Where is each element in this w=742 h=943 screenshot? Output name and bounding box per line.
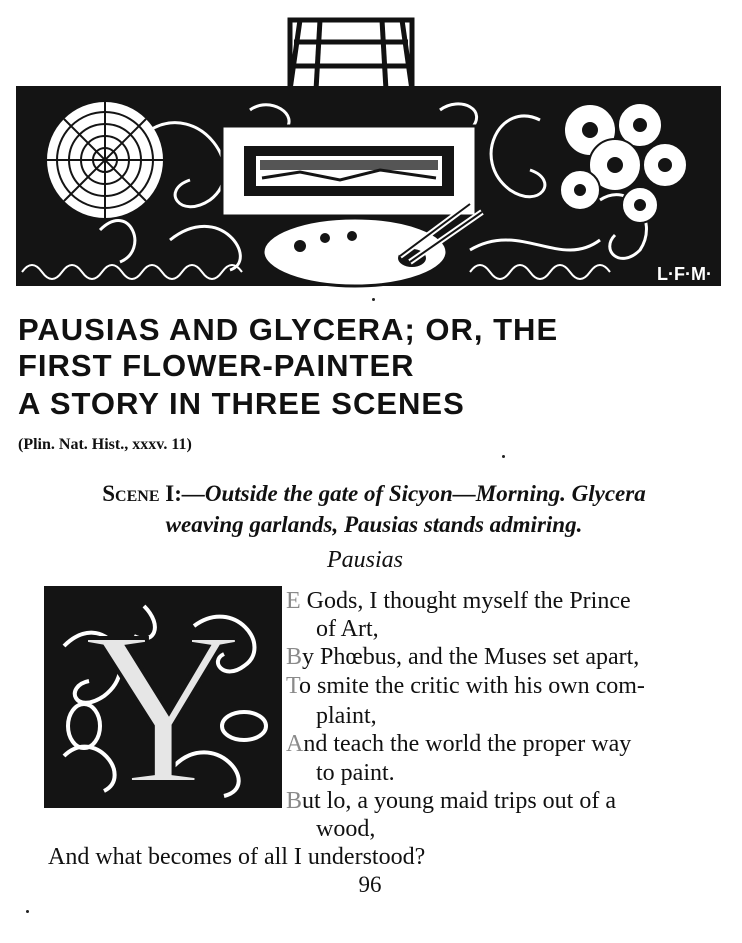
scene-heading <box>18 478 730 540</box>
verse-line-4-text: nd teach the world the proper way <box>303 731 632 757</box>
verse-line-5 <box>286 786 616 816</box>
page-number: 96 <box>358 872 382 897</box>
verse-line-5-continuation: wood, <box>316 816 376 842</box>
verse-line-1-continuation: of Art, <box>316 616 379 642</box>
verse-line-3-text: o smite the critic with his own com- <box>298 673 645 699</box>
speaker-name: Pausias <box>326 547 403 573</box>
print-speck <box>502 455 505 458</box>
verse-line-5-capital: B <box>286 788 303 814</box>
drop-cap-letter: Y <box>83 586 243 808</box>
decorative-headpiece <box>0 0 742 300</box>
chrysanthemum-left-icon <box>47 102 163 218</box>
verse-line-4-capital: A <box>286 731 304 757</box>
scene-description-line-1: —Outside the gate of Sicyon—Morning. Glycera <box>181 481 646 506</box>
print-speck <box>26 910 29 913</box>
verse-final-line: And what becomes of all I understood? <box>48 844 426 870</box>
verse-line-3-capital: T <box>286 673 299 699</box>
print-speck <box>372 298 375 301</box>
verse-line-3-continuation: plaint, <box>316 703 377 729</box>
verse-line-5-text: ut lo, a young maid trips out of a <box>302 788 616 814</box>
title-line-2: FIRST FLOWER-PAINTER <box>18 348 415 383</box>
framed-painting <box>222 126 476 216</box>
easel-illustration <box>290 20 412 90</box>
verse-line-2-text: y Phœbus, and the Muses set apart, <box>302 644 640 670</box>
source-citation: (Plin. Nat. Hist., xxxv. 11) <box>18 436 192 453</box>
title-line-3: A STORY IN THREE SCENES <box>18 386 465 421</box>
verse-line-2-capital: B <box>286 644 303 670</box>
verse-line-1 <box>286 586 631 616</box>
verse-line-4-continuation: to paint. <box>316 760 395 786</box>
scene-description-line-2: weaving garlands, Pausias stands admiring. <box>165 512 583 537</box>
verse-line-2 <box>286 642 639 672</box>
verse-line-1-capital: E <box>286 588 301 614</box>
ornamental-drop-cap <box>44 586 282 808</box>
verse-line-3 <box>286 671 645 701</box>
scene-label: Scene I: <box>102 481 182 506</box>
artist-monogram: L·F·M· <box>657 264 712 284</box>
verse-line-1-text: Gods, I thought myself the Prince <box>300 588 631 614</box>
verse-line-4 <box>286 729 631 759</box>
title-line-1: PAUSIAS AND GLYCERA; OR, THE <box>18 312 559 347</box>
